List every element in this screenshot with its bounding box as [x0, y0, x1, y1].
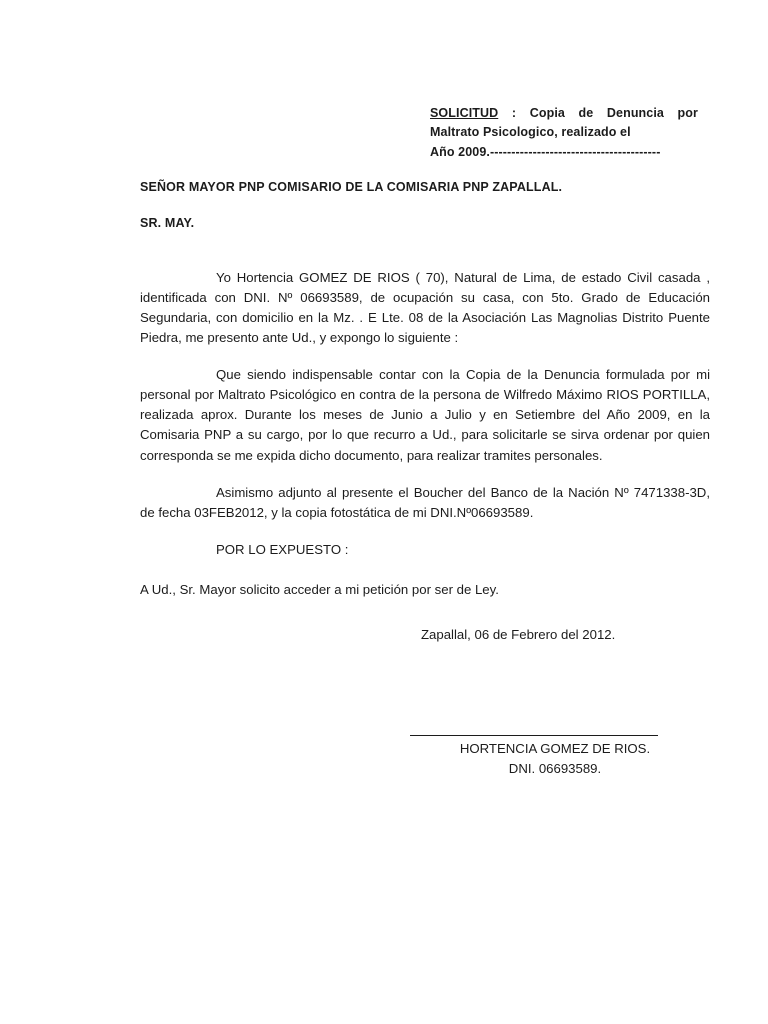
paragraph-request: Que siendo indispensable contar con la Copia de la Denuncia formulada por mi personal por Maltrato Psicológico en contra de la persona de Wilfredo Máximo RIOS PORTILLA, realizada aprox. Durante los meses de Junio a Julio y en Setiembre del Año 2009, en la Comisaria PNP a su cargo, por lo que recurro a Ud., para solicitarle se sirva ordenar por quien corresponda se me expida dicho documento, para realizar tramites personales.: [140, 367, 710, 463]
signature-rule: [410, 735, 658, 736]
signatory-name: HORTENCIA GOMEZ DE RIOS.: [459, 741, 651, 756]
signature-block: [398, 735, 698, 779]
subject-line-3: Año 2009.----------------------------------------: [430, 144, 661, 159]
paragraph-identification: Yo Hortencia GOMEZ DE RIOS ( 70), Natural de Lima, de estado Civil casada , identificada con DNI. Nº 06693589, de ocupación su casa, con 5to. Grado de Educación Segundaria, con domicilio en la Mz. . E Lte. 08 de la Asociación Las Magnolias Distrito Puente Piedra, me presento ante Ud., y expongo lo siguiente :: [140, 270, 710, 346]
signatory-dni: DNI. 06693589.: [508, 760, 602, 776]
subject-label: SOLICITUD: [430, 106, 499, 120]
subject-line-2: Maltrato Psicologico, realizado el: [430, 125, 631, 140]
addressee-line: SEÑOR MAYOR PNP COMISARIO DE LA COMISARIA PNP ZAPALLAL.: [140, 180, 563, 194]
subject-block: [430, 104, 698, 162]
paragraph-attachments: Asimismo adjunto al presente el Boucher del Banco de la Nación Nº 7471338-3D, de fecha 03FEB2012, y la copia fotostática de mi DNI.Nº06693589.: [140, 484, 710, 520]
subject-line-1: Copia de Denuncia por: [529, 106, 698, 120]
closing-heading: POR LO EXPUESTO :: [216, 541, 349, 557]
addressee-salutation: SR. MAY.: [140, 216, 195, 230]
closing-request: A Ud., Sr. Mayor solicito acceder a mi petición por ser de Ley.: [140, 581, 499, 597]
subject-separator: :: [498, 106, 530, 120]
date-line: Zapallal, 06 de Febrero del 2012.: [421, 627, 616, 642]
document-body: [140, 268, 710, 616]
